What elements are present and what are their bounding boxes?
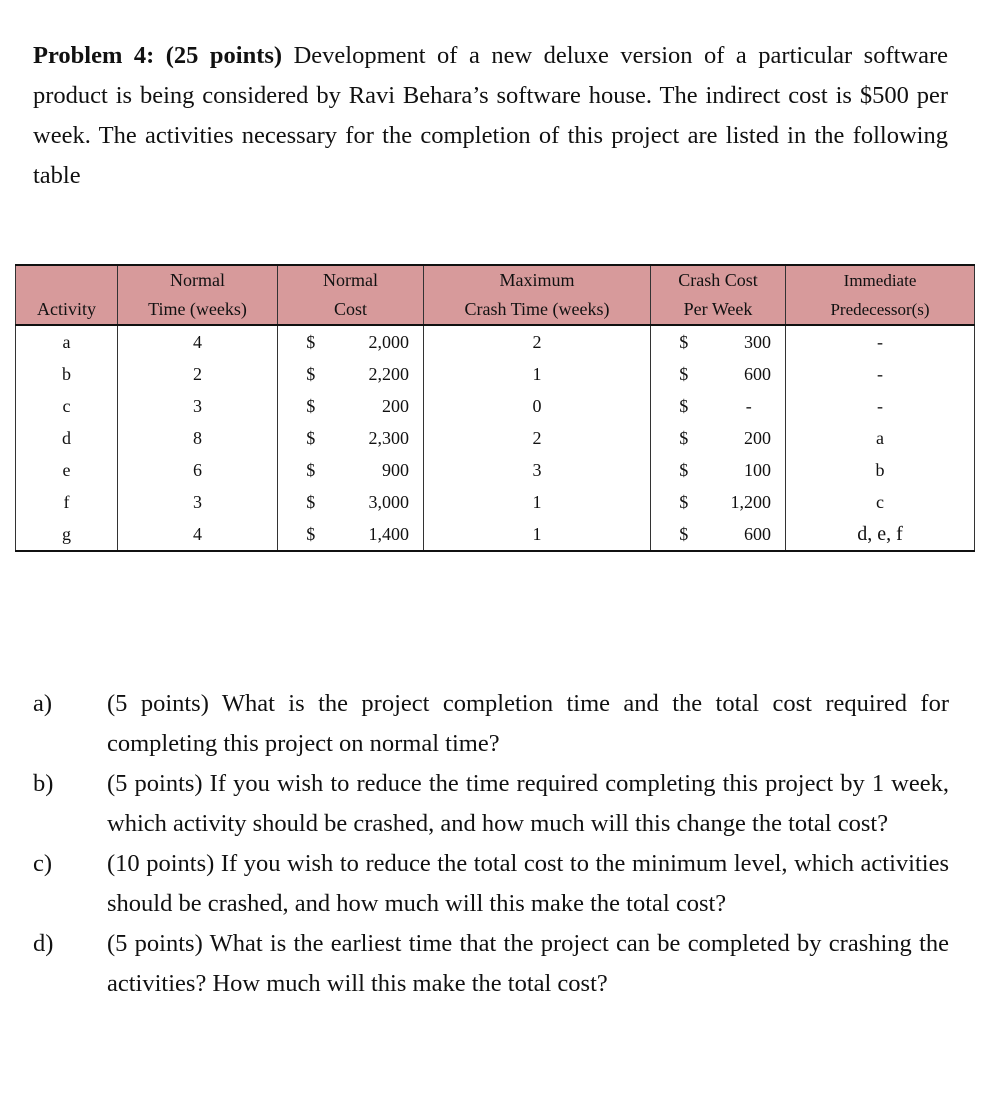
header-max-crash-top: Maximum bbox=[424, 265, 651, 295]
cell-normal-cost: 3,000 bbox=[340, 486, 424, 518]
cell-crash-cost-symbol: $ bbox=[651, 325, 713, 358]
header-normal-time: Time (weeks) bbox=[118, 295, 278, 325]
question-item bbox=[33, 844, 949, 924]
cell-max-crash-time: 1 bbox=[424, 358, 651, 390]
cell-max-crash-time: 1 bbox=[424, 486, 651, 518]
header-crash-cost-top: Crash Cost bbox=[651, 265, 786, 295]
cell-crash-cost: 600 bbox=[713, 518, 786, 551]
table-header-row-1 bbox=[16, 265, 975, 295]
cell-predecessor: - bbox=[786, 390, 975, 422]
cell-normal-cost-symbol: $ bbox=[278, 486, 340, 518]
question-text: (5 points) If you wish to reduce the time required completing this project by 1 week, which activity should be crashed, and how much will this change the total cost? bbox=[107, 770, 949, 837]
cell-crash-cost-symbol: $ bbox=[651, 390, 713, 422]
cell-max-crash-time: 3 bbox=[424, 454, 651, 486]
cell-max-crash-time: 2 bbox=[424, 422, 651, 454]
header-activity: Activity bbox=[16, 295, 118, 325]
question-text: (5 points) What is the project completion time and the total cost required for completing this project on normal time? bbox=[107, 690, 949, 757]
question-text: (5 points) What is the earliest time that the project can be completed by crashing the activities? How much will this make the total cost? bbox=[107, 930, 949, 997]
header-max-crash: Crash Time (weeks) bbox=[424, 295, 651, 325]
header-activity-top bbox=[16, 265, 118, 295]
header-predecessor-top: Immediate bbox=[786, 265, 975, 295]
cell-activity: b bbox=[16, 358, 118, 390]
cell-crash-cost: 300 bbox=[713, 325, 786, 358]
cell-activity: g bbox=[16, 518, 118, 551]
table-row bbox=[16, 518, 975, 551]
cell-predecessor: - bbox=[786, 358, 975, 390]
cell-max-crash-time: 2 bbox=[424, 325, 651, 358]
cell-normal-cost-symbol: $ bbox=[278, 325, 340, 358]
cell-normal-cost: 200 bbox=[340, 390, 424, 422]
cell-crash-cost: 1,200 bbox=[713, 486, 786, 518]
question-label: c) bbox=[33, 850, 53, 877]
cell-predecessor: a bbox=[786, 422, 975, 454]
table-row bbox=[16, 325, 975, 358]
cell-crash-cost-symbol: $ bbox=[651, 518, 713, 551]
cell-predecessor: d, e, f bbox=[786, 518, 975, 551]
cell-normal-cost: 1,400 bbox=[340, 518, 424, 551]
cell-crash-cost-symbol: $ bbox=[651, 454, 713, 486]
cell-normal-time: 6 bbox=[118, 454, 278, 486]
cell-activity: a bbox=[16, 325, 118, 358]
cell-normal-time: 3 bbox=[118, 486, 278, 518]
cell-crash-cost: 100 bbox=[713, 454, 786, 486]
question-item bbox=[33, 764, 949, 844]
cell-predecessor: - bbox=[786, 325, 975, 358]
question-list bbox=[33, 684, 949, 1004]
header-crash-cost: Per Week bbox=[651, 295, 786, 325]
header-normal-time-top: Normal bbox=[118, 265, 278, 295]
table-row bbox=[16, 486, 975, 518]
cell-normal-cost-symbol: $ bbox=[278, 358, 340, 390]
header-normal-cost: Cost bbox=[278, 295, 424, 325]
cell-max-crash-time: 0 bbox=[424, 390, 651, 422]
table-row bbox=[16, 358, 975, 390]
cell-activity: f bbox=[16, 486, 118, 518]
cell-crash-cost: 200 bbox=[713, 422, 786, 454]
cell-normal-cost: 2,300 bbox=[340, 422, 424, 454]
table-row bbox=[16, 422, 975, 454]
question-label: a) bbox=[33, 690, 53, 717]
cell-max-crash-time: 1 bbox=[424, 518, 651, 551]
table-row bbox=[16, 390, 975, 422]
problem-statement bbox=[33, 36, 948, 196]
question-label: b) bbox=[33, 770, 54, 797]
cell-normal-cost-symbol: $ bbox=[278, 422, 340, 454]
cell-normal-time: 4 bbox=[118, 518, 278, 551]
activity-table bbox=[15, 264, 975, 552]
header-normal-cost-top: Normal bbox=[278, 265, 424, 295]
question-item bbox=[33, 924, 949, 1004]
question-item bbox=[33, 684, 949, 764]
problem-heading: Problem 4: (25 points) bbox=[33, 42, 283, 69]
cell-normal-cost-symbol: $ bbox=[278, 390, 340, 422]
cell-normal-cost-symbol: $ bbox=[278, 518, 340, 551]
cell-normal-time: 4 bbox=[118, 325, 278, 358]
cell-predecessor: c bbox=[786, 486, 975, 518]
cell-crash-cost-symbol: $ bbox=[651, 422, 713, 454]
cell-normal-time: 8 bbox=[118, 422, 278, 454]
cell-activity: c bbox=[16, 390, 118, 422]
cell-normal-cost: 2,000 bbox=[340, 325, 424, 358]
cell-activity: d bbox=[16, 422, 118, 454]
table-header-row-2 bbox=[16, 295, 975, 325]
cell-crash-cost: 600 bbox=[713, 358, 786, 390]
cell-normal-cost-symbol: $ bbox=[278, 454, 340, 486]
question-text: (10 points) If you wish to reduce the total cost to the minimum level, which activities should be crashed, and how much will this make the total cost? bbox=[107, 850, 949, 917]
cell-normal-cost: 900 bbox=[340, 454, 424, 486]
cell-crash-cost-symbol: $ bbox=[651, 486, 713, 518]
cell-normal-time: 3 bbox=[118, 390, 278, 422]
cell-crash-cost: - bbox=[713, 390, 786, 422]
cell-normal-time: 2 bbox=[118, 358, 278, 390]
header-predecessor: Predecessor(s) bbox=[786, 295, 975, 325]
cell-crash-cost-symbol: $ bbox=[651, 358, 713, 390]
problem-intro-text: Development of a new deluxe version of a particular software product is being considered by Ravi Behara’s software house. The indirect cost is $500 per week. The activities necessary for the completion of this project are listed in the following table bbox=[33, 42, 949, 189]
table-row bbox=[16, 454, 975, 486]
cell-predecessor: b bbox=[786, 454, 975, 486]
cell-activity: e bbox=[16, 454, 118, 486]
question-label: d) bbox=[33, 930, 54, 957]
cell-normal-cost: 2,200 bbox=[340, 358, 424, 390]
